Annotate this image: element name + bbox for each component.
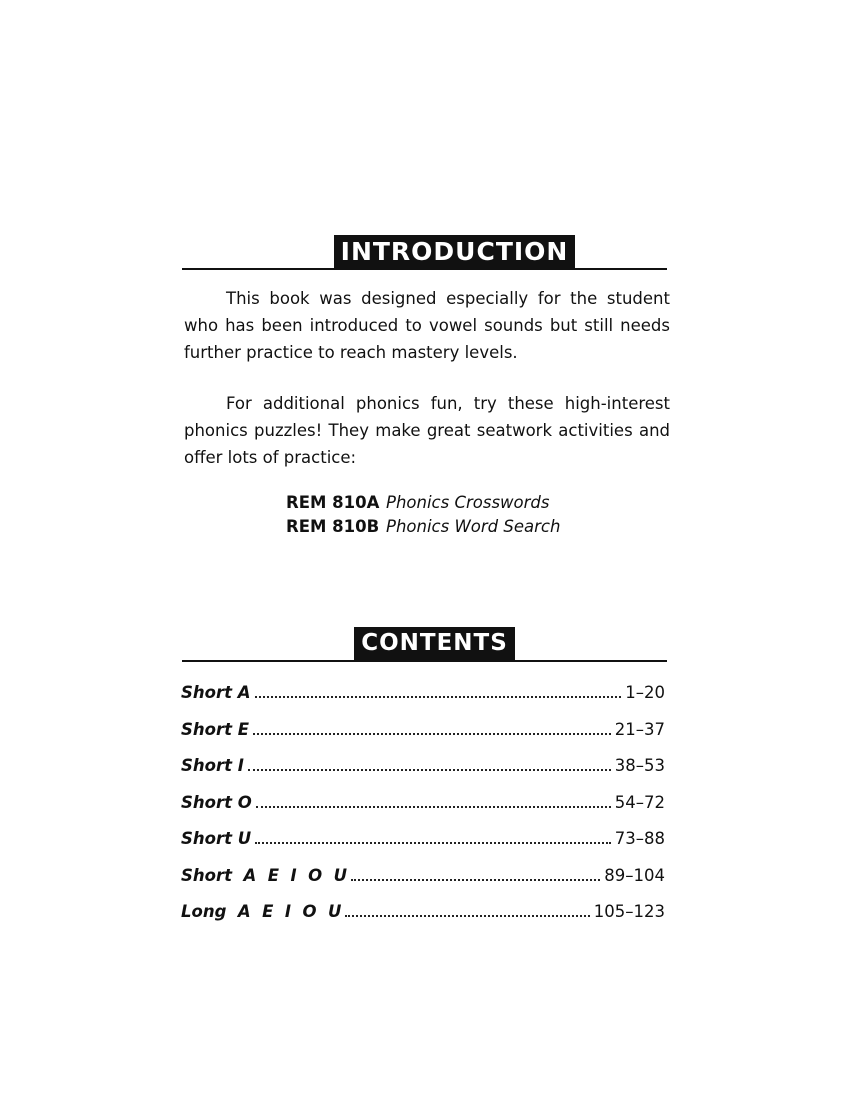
contents-entry-pages: 54–72 [614,792,665,812]
contents-entry-pages: 38–53 [614,756,665,775]
product-list [286,491,560,539]
contents-entry-label: Short A E I O U [181,865,348,885]
dot-leader [255,696,622,698]
contents-entry-label: Short E [181,719,250,739]
dot-leader [256,806,611,808]
introduction-paragraph-1 [184,285,670,366]
contents-entry-pages: 21–37 [614,719,665,739]
product-code: REM 810B [286,517,380,536]
contents-entry-label: Short O [181,792,252,812]
contents-entry [181,793,665,830]
dot-leader [253,733,611,735]
introduction-paragraph-2 [184,390,670,471]
contents-entry-pages: 89–104 [604,865,665,885]
dot-leader [345,915,589,917]
contents-entry-label: Long A E I O U [181,902,342,921]
introduction-paragraph-1-text: This book was designed especially for the student who has been introduced to vowel sounds but still needs further practice to reach mastery levels. [184,289,670,362]
dot-leader [255,842,611,844]
contents-entry [181,720,665,757]
contents-entry [181,683,665,720]
contents-heading: CONTENTS [354,627,515,660]
contents-entry-label: Short A [181,683,251,702]
contents-entry-pages: 1–20 [625,683,665,702]
product-code: REM 810A [286,493,380,512]
contents-entry-label: Short U [181,829,252,848]
contents-entry-pages: 105–123 [593,902,665,921]
dot-leader [248,769,611,771]
contents-header [182,627,667,662]
introduction-paragraph-2-text: For additional phonics fun, try these high-interest phonics puzzles! They make great seatwork activities and offer lots of practice: [184,394,670,467]
product-item [286,515,560,539]
dot-leader [351,879,600,881]
contents-list [181,683,665,939]
contents-entry-label: Short I [181,756,244,775]
introduction-header [182,235,667,270]
product-title: Phonics Word Search [386,517,561,536]
contents-entry-pages: 73–88 [614,829,665,848]
contents-entry [181,756,665,793]
contents-entry [181,829,665,866]
contents-entry [181,902,665,939]
contents-entry [181,866,665,903]
product-title: Phonics Crosswords [386,493,550,512]
introduction-heading: INTRODUCTION [334,235,576,268]
product-item [286,491,560,515]
